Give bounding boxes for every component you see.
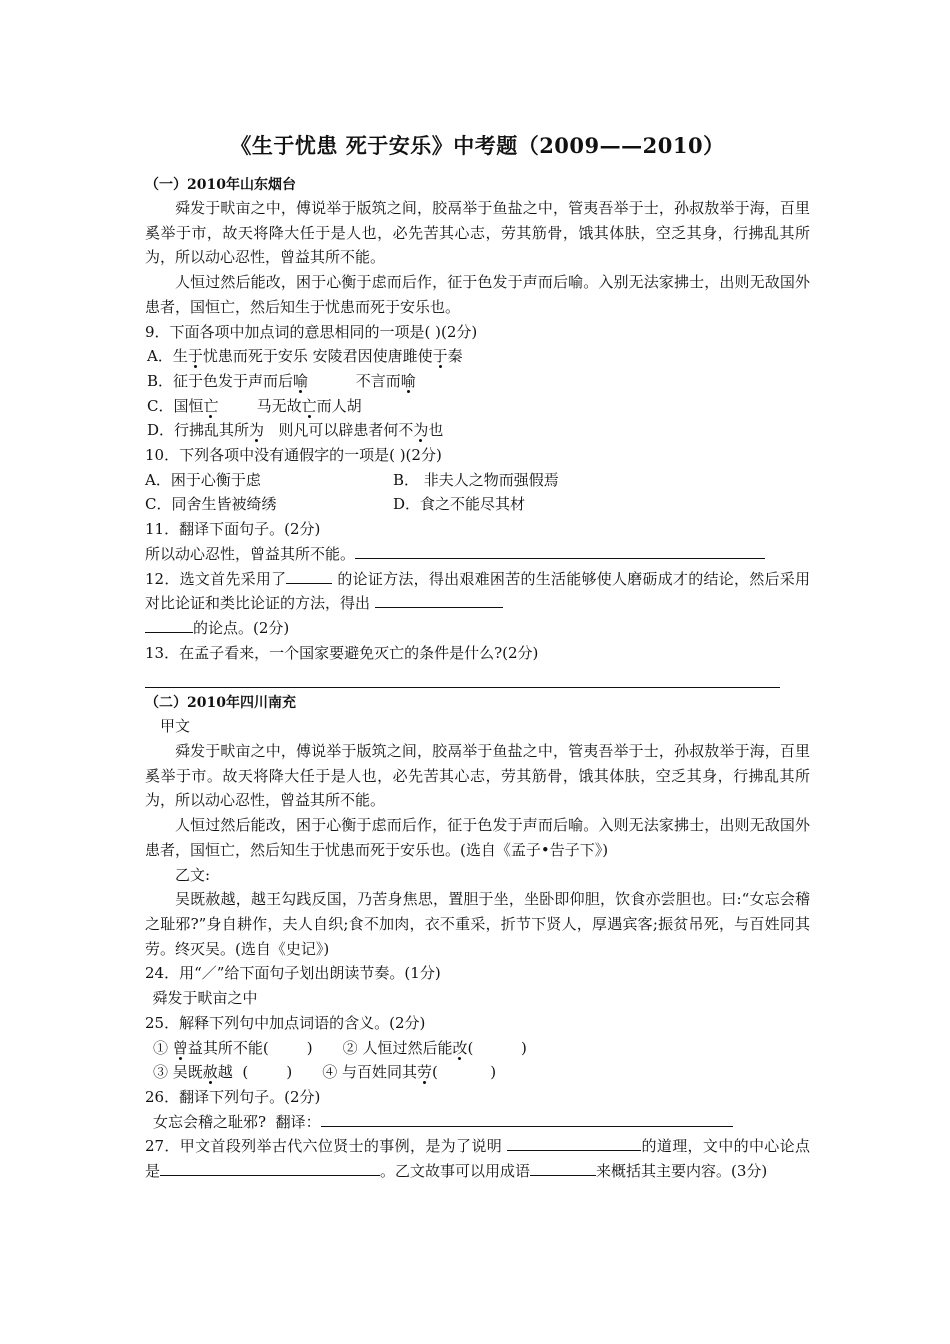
question-10: 10．下列各项中没有通假字的一项是( )(2分) [145, 446, 442, 465]
item-text: ① [153, 1038, 169, 1057]
passage-paragraph: 人恒过然后能改，困于心衡于虑而后作，征于色发于声而后喻。入则无法家拂士，出则无敌国外患者，国恒亡，然后知生于忧患而死于安乐也。(选自《孟子•告子下》) [145, 816, 810, 859]
question-12 [145, 567, 810, 616]
section-heading-1: （一）2010年山东烟台 [145, 177, 296, 193]
dotted-word: 赦 [202, 1063, 218, 1082]
question-24: 24．用“／”给下面句子划出朗读节奏。(1分) [145, 964, 441, 983]
sentence-text: 所以动心忍性，曾益其所不能。 [145, 544, 356, 563]
passage-paragraph: 舜发于畎亩之中，傅说举于版筑之间，胶鬲举于鱼盐之中，管夷吾举于士，孙叔敖举于海，百里奚举于市，故天将降大任于是人也，必先苦其心志，劳其筋骨，饿其体肤，空乏其身，行拂乱其所为，所以动心忍性，曾益其所不能。 [145, 199, 810, 267]
option-text: 马无故 [218, 396, 302, 415]
question-26: 26．翻译下列句子。(2分) [145, 1087, 321, 1106]
dotted-word: 喻 [293, 371, 309, 390]
document-page [145, 130, 810, 1184]
answer-blank[interactable] [530, 1159, 596, 1176]
dotted-word: 于 [187, 347, 203, 366]
dotted-word: 于 [432, 347, 448, 366]
option-text: 而人胡 [316, 396, 362, 415]
item-text: ③ 吴既 [153, 1063, 203, 1082]
option-text: D．行拂乱其所 [147, 421, 250, 440]
option-text: 则凡可以辟患者何不 [264, 421, 414, 440]
question-text: 来概括其主要内容。(3分) [596, 1162, 768, 1181]
passage-paragraph: 吴既赦越，越王勾践反国，乃苦身焦思，置胆于坐，坐卧即仰胆，饮食亦尝胆也。曰:“女忘会稽之耻邪?”身自耕作，夫人自织;食不加肉，衣不重采，折节下贤人，厚遇宾客;振贫吊死，与百姓同其劳。终灭吴。(选自《史记》) [145, 890, 810, 958]
question-text: 27．甲文首段列举古代六位贤士的事例，是为了说明 [145, 1137, 503, 1156]
question-27 [145, 1134, 810, 1183]
option-text: B．征于色发于声而后 [147, 371, 294, 390]
answer-blank[interactable] [145, 616, 193, 633]
page-title: 《生于忧患 死于安乐》中考题（2009——2010） [230, 133, 725, 158]
option-b: B． 非夫人之物而强假焉 [393, 470, 559, 489]
answer-blank[interactable] [160, 1159, 380, 1176]
question-25-items-34 [145, 1060, 810, 1085]
question-11-sentence [145, 542, 810, 567]
passage-label-jia: 甲文 [160, 717, 191, 736]
answer-blank[interactable] [507, 1134, 641, 1151]
question-25: 25．解释下列句中加点词语的含义。(2分) [145, 1013, 426, 1032]
item-text: ( ) [467, 1038, 527, 1057]
dotted-word: 改 [452, 1038, 468, 1057]
option-text: 不言而 [308, 371, 401, 390]
question-text: 的论点。(2分) [193, 618, 290, 637]
option-c: C．同舍生皆被绮绣 [145, 495, 277, 514]
question-text: 的论证方法，得出艰难困苦的生活能够使人磨砺成才的结论，然后采用对比论证和类比论证的方法，得出 [145, 569, 810, 613]
answer-blank[interactable] [321, 1110, 733, 1127]
question-10-options-cd [145, 492, 810, 517]
passage-paragraph: 舜发于畎亩之中，傅说举于版筑之间，胶鬲举于鱼盐之中，管夷吾举于士，孙叔敖举于海，百里奚举于市。故天将降大任于是人也，必先苦其心志，劳其筋骨，饿其体肤，空乏其身，行拂乱其所为，所以动心忍性，曾益其所不能。 [145, 742, 810, 810]
answer-line[interactable] [145, 665, 780, 688]
passage-label-yi: 乙文: [175, 865, 211, 884]
passage-paragraph: 人恒过然后能改，困于心衡于虑而后作，征于色发于声而后喻。入别无法家拂士，出则无敌国外患者，国恒亡，然后知生于忧患而死于安乐也。 [145, 273, 810, 316]
item-text: ( ) [431, 1063, 497, 1082]
option-d: D．食之不能尽其材 [393, 495, 526, 514]
question-9: 9．下面各项中加点词的意思相同的一项是( )(2分) [145, 322, 478, 341]
option-text: 秦 [447, 347, 463, 366]
answer-blank[interactable] [286, 567, 332, 584]
option-text: A．生 [147, 347, 188, 366]
sentence-text: 女忘会稽之耻邪? 翻译： [153, 1112, 321, 1131]
dotted-word: 曾 [172, 1038, 188, 1057]
dotted-word: 亡 [203, 396, 219, 415]
option-text: 也 [428, 421, 444, 440]
option-a: A．困于心衡于虑 [145, 470, 261, 489]
question-10-options-ab [145, 468, 810, 493]
option-text: 忧患而死于安乐 安陵君因使唐雎使 [202, 347, 433, 366]
question-12-end [145, 616, 810, 641]
question-text: 的道理，文中的中心论点是 [145, 1137, 810, 1181]
question-26-sentence [145, 1110, 810, 1135]
item-text: 越 ( ) [217, 1063, 293, 1082]
question-25-items-12 [145, 1036, 810, 1061]
question-9-option-b [145, 369, 810, 394]
question-9-option-a [145, 344, 810, 369]
section-heading-2: （二）2010年四川南充 [145, 695, 296, 712]
question-13: 13．在孟子看来，一个国家要避免灭亡的条件是什么?(2分) [145, 643, 539, 662]
answer-blank[interactable] [355, 542, 765, 559]
question-9-option-d [145, 418, 810, 443]
item-text: ④ 与百姓同其 [322, 1063, 417, 1082]
question-text: 12．选文首先采用了 [145, 569, 287, 588]
dotted-word: 劳 [416, 1063, 432, 1082]
question-text: 。乙文故事可以用成语 [380, 1162, 531, 1181]
dotted-word: 为 [249, 421, 265, 440]
question-9-option-c [145, 394, 810, 419]
item-text: 益其所不能( ) [187, 1038, 313, 1057]
dotted-word: 为 [413, 421, 429, 440]
question-11: 11．翻译下面句子。(2分) [145, 520, 321, 539]
dotted-word: 喻 [400, 371, 416, 390]
item-text: ② 人恒过然后能 [342, 1038, 453, 1057]
answer-blank[interactable] [375, 591, 503, 608]
dotted-word: 亡 [301, 396, 317, 415]
question-24-sentence: 舜发于畎亩之中 [152, 989, 258, 1008]
option-text: C．国恒 [147, 396, 204, 415]
